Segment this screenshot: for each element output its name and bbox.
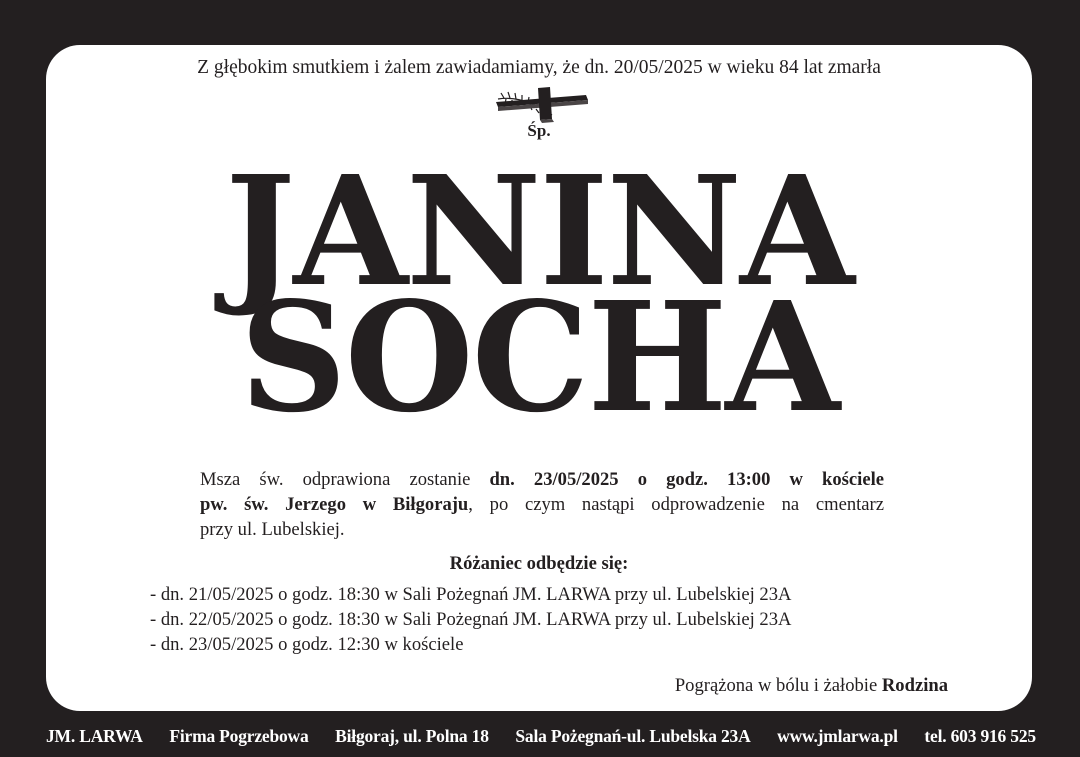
rosary-list [150, 582, 970, 657]
obituary-card [46, 45, 1032, 711]
rosary-title: Różaniec odbędzie się: [449, 553, 629, 574]
funeral-home-footer [46, 722, 1036, 750]
deceased-first-name: JANINA [225, 142, 853, 320]
mass-line-3: przy ul. Lubelskiej. [200, 519, 345, 540]
deceased-prefix: Śp. [527, 121, 551, 140]
footer-company: JM. LARWA [46, 725, 143, 746]
footer-type: Firma Pogrzebowa [169, 725, 309, 746]
footer-website[interactable]: www.jmlarwa.pl [777, 725, 898, 746]
footer-address: Biłgoraj, ul. Polna 18 [335, 725, 489, 746]
closing-signature: Pogrążona w bólu i żałobie Rodzina [674, 675, 948, 696]
rosary-item: - dn. 23/05/2025 o godz. 12:30 w kościele [150, 634, 464, 655]
rosary-item: - dn. 22/05/2025 o godz. 18:30 w Sali Pożegnań JM. LARWA przy ul. Lubelskiej 23A [150, 609, 792, 630]
footer-phone[interactable]: tel. 603 916 525 [924, 725, 1036, 746]
funeral-mass-info [200, 467, 884, 542]
announcement-intro: Z głębokim smutkiem i żalem zawiadamiamy, że dn. 20/05/2025 w wieku 84 lat zmarła [197, 57, 881, 78]
deceased-last-name: SOCHA [239, 268, 839, 446]
mass-line-1: Msza św. odprawiona zostanie dn. 23/05/2025 o godz. 13:00 w kościele [200, 469, 884, 490]
rosary-item: - dn. 21/05/2025 o godz. 18:30 w Sali Pożegnań JM. LARWA przy ul. Lubelskiej 23A [150, 584, 792, 605]
mass-line-2: pw. św. Jerzego w Biłgoraju, po czym nastąpi odprowadzenie na cmentarz [200, 494, 884, 515]
cross-with-palm-branch-icon [494, 85, 590, 123]
footer-hall: Sala Pożegnań-ul. Lubelska 23A [515, 725, 751, 746]
